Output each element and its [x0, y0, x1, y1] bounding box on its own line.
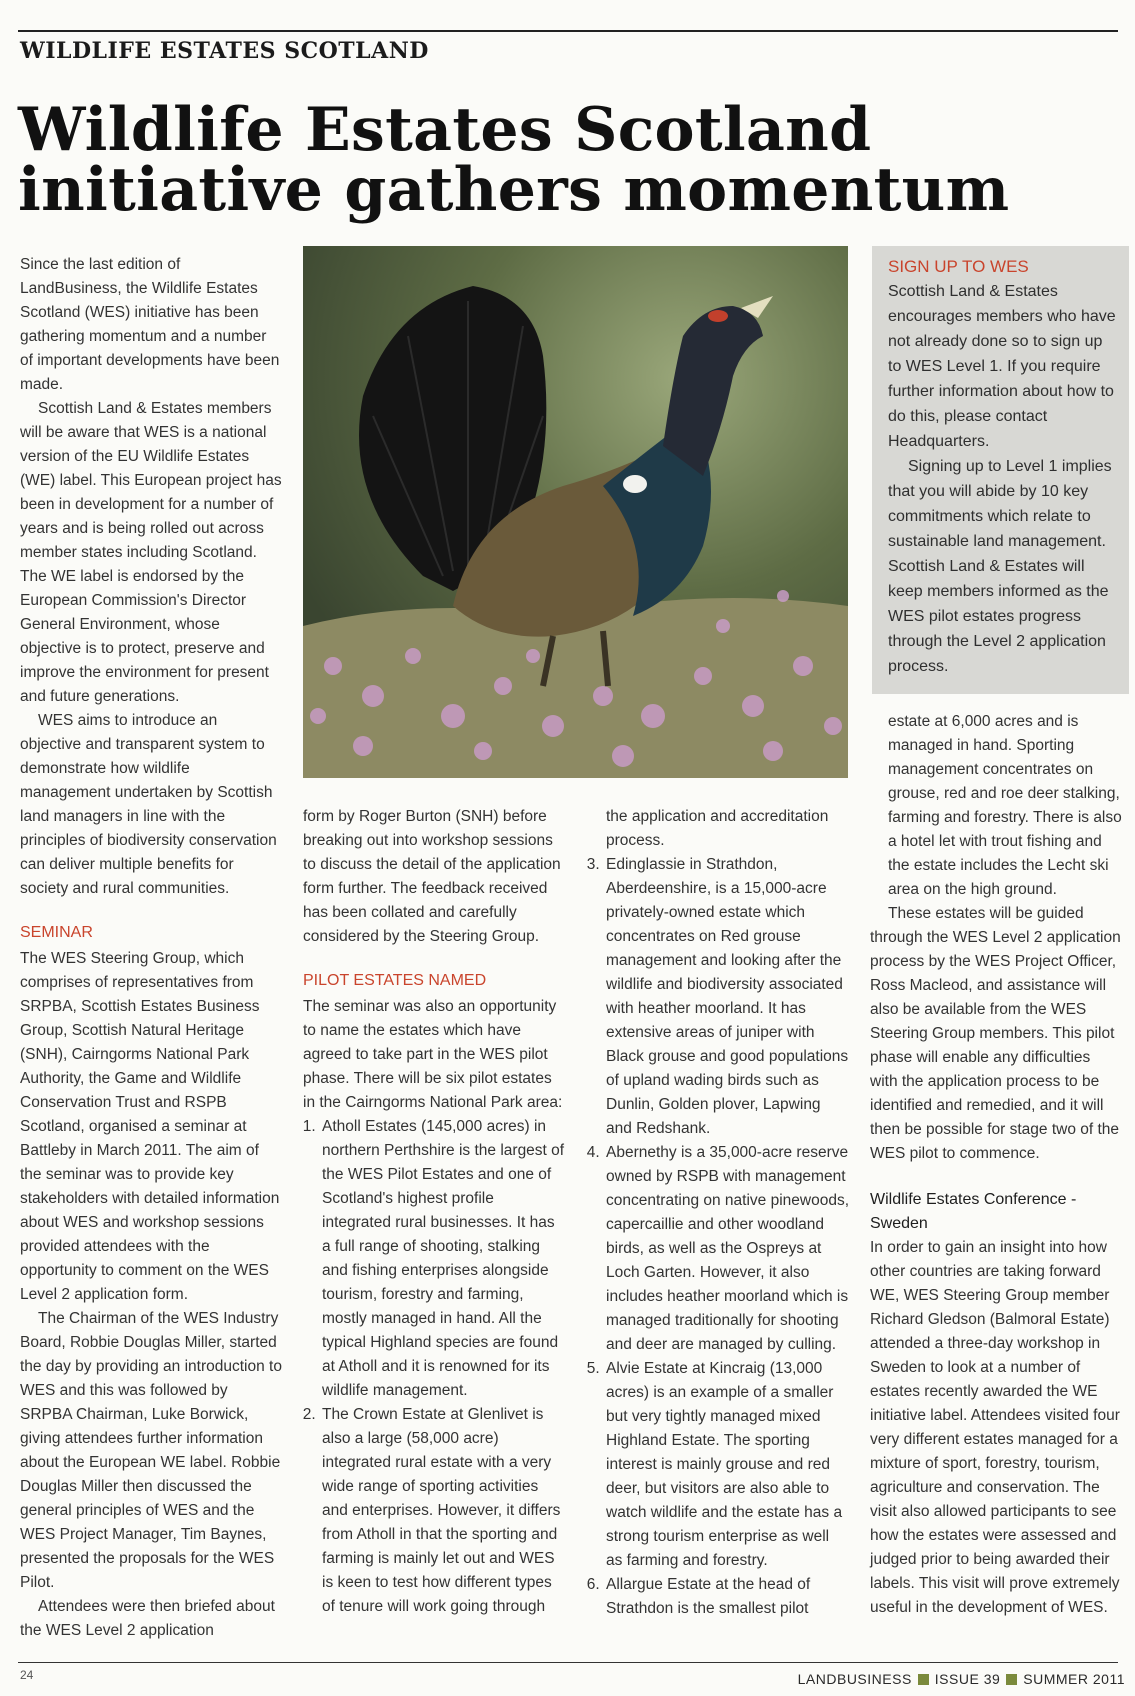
conference-heading: Wildlife Estates Conference - Sweden: [870, 1191, 1077, 1232]
column-4: [870, 710, 1122, 1620]
seminar-heading: SEMINAR: [20, 924, 93, 941]
square-icon: [1006, 1674, 1017, 1685]
estate-list-part-1: [303, 1115, 565, 1619]
paragraph: These estates will be guided through the WES Level 2 application process by the WES Project Officer, Ross Macleod, and assistance will also be available from the WES Steering Group members. This pilot phase will enable any difficulties with the application process to be identified and remedied, and it will then be possible for stage two of the WES pilot to commence.: [870, 905, 1121, 1162]
magazine-name: LANDBUSINESS: [797, 1671, 912, 1687]
paragraph: WES aims to introduce an objective and transparent system to demonstrate how wildlife management undertaken by Scottish land managers in line with the principles of biodiversity conservation can deliver multiple benefits for society and rural communities.: [20, 712, 277, 897]
square-icon: [918, 1674, 929, 1685]
paragraph: The WES Steering Group, which comprises of representatives from SRPBA, Scottish Estates Business Group, Scottish Natural Heritage (SNH), Cairngorms National Park Authority, the Game and Wildlife Conservation Trust and RSPB Scotland, organised a seminar at Battleby in March 2011. The aim of the seminar was to provide key stakeholders with detailed information about WES and workshop sessions provided attendees with the opportunity to comment on the WES Level 2 application form.: [20, 950, 280, 1303]
paragraph: the application and accreditation process.: [606, 808, 829, 849]
paragraph: Attendees were then briefed about the WES Level 2 application: [20, 1598, 275, 1639]
signup-heading: SIGN UP TO WES: [888, 257, 1029, 276]
footer: [798, 1671, 1125, 1687]
estate-list-part-2: [587, 853, 849, 1621]
headline: Wildlife Estates Scotland initiative gathers momentum: [18, 95, 1010, 225]
column-2: [303, 805, 565, 1619]
paragraph: form by Roger Burton (SNH) before breaking out into workshop sessions to discuss the detail of the application form further. The feedback received has been collated and carefully considered by the Steering Group.: [303, 808, 561, 945]
column-1: [20, 253, 282, 1643]
list-item: 2. The Crown Estate at Glenlivet is also a large (58,000 acre) integrated rural estate with a very wide range of sporting activities and enterprises. However, it differs from Atholl in that the sporting and farming is mainly let out and WES is keen to test how different types of tenure will work going through: [320, 1403, 565, 1619]
list-item: 5. Alvie Estate at Kincraig (13,000 acres) is an example of a smaller but very tightly managed mixed Highland Estate. The sporting interest is mainly grouse and red deer, but visitors are also able to watch wildlife and the estate has a strong tourism enterprise as well as farming and forestry.: [604, 1357, 849, 1573]
pilot-estates-heading: PILOT ESTATES NAMED: [303, 972, 487, 989]
paragraph: In order to gain an insight into how other countries are taking forward WE, WES Steering Group member Richard Gledson (Balmoral Estate) attended a three-day workshop in Sweden to look at a number of estates recently awarded the WE initiative label. Attendees visited four very different estates managed for a mixture of sport, forestry, tourism, agriculture and conservation. The visit also allowed participants to see how the estates were assessed and judged prior to being awarded their labels. This visit will prove extremely useful in the development of WES.: [870, 1239, 1120, 1616]
list-item: 4. Abernethy is a 35,000-acre reserve owned by RSPB with management concentrating on native pinewoods, capercaillie and other woodland birds, as well as the Ospreys at Loch Garten. However, it also includes heather moorland which is managed traditionally for shooting and deer are managed by culling.: [604, 1141, 849, 1357]
paragraph: The Chairman of the WES Industry Board, Robbie Douglas Miller, started the day by providing an introduction to WES and this was followed by SRPBA Chairman, Luke Borwick, giving attendees further information about the European WE label. Robbie Douglas Miller then discussed the general principles of WES and the WES Project Manager, Tim Baynes, presented the proposals for the WES Pilot.: [20, 1310, 282, 1591]
paragraph: Signing up to Level 1 implies that you will abide by 10 key commitments which relate to sustainable land management. Scottish Land & Estates will keep members informed as the WES pilot estates progress through the Level 2 application process.: [888, 458, 1112, 675]
paragraph: The seminar was also an opportunity to name the estates which have agreed to take part in the WES pilot phase. There will be six pilot estates in the Cairngorms National Park area:: [303, 998, 563, 1111]
list-item: 6. Allargue Estate at the head of Strathdon is the smallest pilot: [604, 1573, 849, 1621]
issue-season: SUMMER 2011: [1023, 1671, 1125, 1687]
column-3: [587, 805, 849, 1621]
capercaillie-illustration: [303, 246, 848, 778]
paragraph: Scottish Land & Estates members will be aware that WES is a national version of the EU Wildlife Estates (WE) label. This European project has been in development for a number of years and is being rolled out across member states including Scotland. The WE label is endorsed by the European Commission's Director General Environment, whose objective is to protect, preserve and improve the environment for present and future generations.: [20, 400, 282, 705]
section-label: WILDLIFE ESTATES SCOTLAND: [20, 38, 429, 64]
list-item: 1. Atholl Estates (145,000 acres) in northern Perthshire is the largest of the WES Pilot Estates and one of Scotland's highest profile integrated rural businesses. It has a full range of shooting, stalking and fishing enterprises alongside tourism, forestry and farming, mostly managed in hand. All the typical Highland species are found at Atholl and it is renowned for its wildlife management.: [320, 1115, 565, 1403]
paragraph: estate at 6,000 acres and is managed in hand. Sporting management concentrates on grouse, red and roe deer stalking, farming and forestry. There is also a hotel let with trout fishing and the estate includes the Lecht ski area on the high ground.: [888, 713, 1122, 898]
intro-paragraph: Since the last edition of LandBusiness, the Wildlife Estates Scotland (WES) initiative has been gathering momentum and a number of important developments have been made.: [20, 256, 280, 393]
capercaillie-photo: [303, 246, 848, 778]
page-number: 24: [20, 1668, 34, 1682]
top-rule: [18, 30, 1118, 32]
issue-number: ISSUE 39: [934, 1671, 1001, 1687]
list-item: 3. Edinglassie in Strathdon, Aberdeenshire, is a 15,000-acre privately-owned estate which concentrates on Red grouse management and looking after the wildlife and biodiversity associated with heather moorland. It has extensive areas of juniper with Black grouse and good populations of upland wading birds such as Dunlin, Golden plover, Lapwing and Redshank.: [604, 853, 849, 1141]
signup-sidebar: [872, 246, 1129, 694]
paragraph: Scottish Land & Estates encourages members who have not already done so to sign up to WES Level 1. If you require further information about how to do this, please contact Headquarters.: [888, 283, 1116, 450]
bottom-rule: [18, 1662, 1118, 1663]
